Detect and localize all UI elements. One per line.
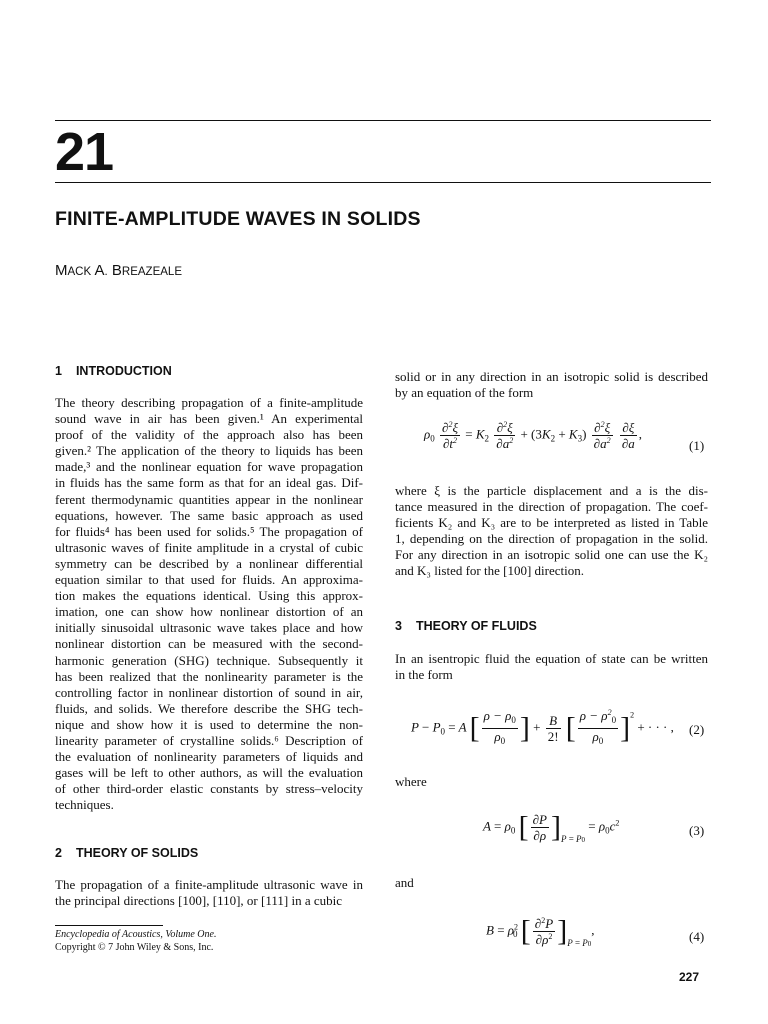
- text-line: proof of the validity of the approach also has been: [55, 427, 363, 443]
- equation-2: $P - P_0 = A$ [ $\frac{\rho - \rho_0}{\rho_0}$ ] + $\frac{B}{2!}$ [ $\frac{\rho - \rho^2_0}{\rho_0}$ ]$^2$ + · · · ,: [411, 708, 674, 749]
- text-line: fluids, and solids. We therefore describe the SHG tech-: [55, 700, 363, 716]
- and-text: and: [395, 875, 414, 890]
- text-line: For any direction in an isotropic solid one can use the K₂: [395, 547, 708, 563]
- text-line: given.² The application of the theory to liquids has been: [55, 443, 363, 459]
- text-line: equations, however. The same basic approach as used: [55, 507, 363, 523]
- text-line: linearity parameter of crystalline solids.⁶ Description of: [55, 732, 363, 748]
- equation-2-number: (2): [689, 722, 705, 737]
- text-line: made,³ and the nonlinear equation for wave propagation: [55, 459, 363, 475]
- text-line: equation similar to that used for fluids. An approxima-: [55, 572, 363, 588]
- text-line: imation, one can show how nonlinear distortion of an: [55, 604, 363, 620]
- text-line: and K₃ listed for the [100] direction.: [395, 563, 585, 579]
- footnote-rule: [55, 925, 163, 926]
- equation-4-number: (4): [689, 929, 705, 944]
- equation-1: $\rho_0$ $\frac{\partial^2\xi}{\partial t^2}$ = $K_2$ $\frac{\partial^2\xi}{\partial a^2}$ + $(3K_2 + K_3)$ $\frac{\partial^2\xi}{\partial a^2}$ $\frac{\partial\xi}{\partial a}$ ,: [424, 420, 643, 451]
- section-number: 2: [55, 846, 62, 860]
- text-line: where ξ is the particle displacement and a is the dis-: [395, 483, 708, 498]
- section-heading-theory-of-fluids: [395, 619, 537, 633]
- theory-of-solids-paragraph: [55, 877, 363, 909]
- section-number: 1: [55, 364, 62, 378]
- equation-1-explanation: [395, 483, 708, 580]
- footnote-source: Encyclopedia of Acoustics, Volume One.: [55, 929, 217, 940]
- text-line: for fluids⁴ has been used for solids.⁵ The propagation of: [55, 523, 363, 539]
- text-line: The theory describing propagation of a finite-amplitude: [55, 395, 363, 410]
- chapter-author: MACK A. BREAZEALE: [55, 262, 182, 279]
- section-number: 3: [395, 619, 402, 633]
- text-line: the evaluation of nonlinearity parameters of liquids and: [55, 749, 363, 765]
- text-line: gases will be left to other authors, as will the evaluation: [55, 765, 363, 781]
- text-line: sound wave in air has been given.¹ An experimental: [55, 411, 363, 427]
- text-line: the principal directions [100], [110], or [111] in a cubic: [55, 893, 342, 909]
- text-line: in the form: [395, 667, 453, 683]
- text-line: tance measured in the direction of propagation. The coef-: [395, 499, 708, 515]
- text-line: nonlinear distortion can be measured with the second-: [55, 636, 363, 652]
- page-number: 227: [679, 970, 700, 984]
- theory-of-fluids-paragraph: [395, 651, 708, 683]
- equation-3: $A = \rho_0$ [ $\frac{\partial P}{\partial\rho}$ ]$_{P = P0} = \rho_0c^2$: [483, 810, 620, 845]
- text-line: techniques.: [55, 797, 114, 813]
- equation-4: $B = \rho^2_0$ [ $\frac{\partial^2P}{\partial\rho^2}$ ]$_{P = P0}$,: [486, 914, 595, 949]
- footnote: [55, 929, 216, 954]
- introduction-paragraph: [55, 395, 363, 813]
- section-title: THEORY OF SOLIDS: [75, 846, 199, 860]
- chapter-title: FINITE-AMPLITUDE WAVES IN SOLIDS: [55, 208, 421, 230]
- text-line: in fluids has the same form as that for an ideal gas. Dif-: [55, 475, 363, 491]
- text-line: solid or in any direction in an isotropic solid is described: [395, 369, 708, 384]
- text-line: The propagation of a finite-amplitude ultrasonic wave in: [55, 877, 363, 892]
- text-line: harmonic generation (SHG) technique. Subsequently it: [55, 652, 363, 668]
- where-text: where: [395, 774, 427, 789]
- theory-of-solids-continued: [395, 369, 708, 401]
- text-line: initially sinusoidal ultrasonic wave takes place and how: [55, 620, 363, 636]
- text-line: nique and show how it is used to determine the non-: [55, 716, 363, 732]
- text-line: by an equation of the form: [395, 385, 534, 401]
- text-line: 1, depending on the direction of propagation in the solid.: [395, 531, 708, 547]
- section-heading-theory-of-solids: [55, 846, 198, 860]
- top-rule: [55, 120, 711, 121]
- text-line: ficients K₂ and K₃ are to be interpreted as listed in Table: [395, 515, 708, 531]
- text-line: has been realized that the nonlinearity parameter is the: [55, 668, 363, 684]
- section-title: THEORY OF FLUIDS: [415, 619, 537, 633]
- text-line: symmetry can be described by a nonlinear differential: [55, 555, 363, 571]
- text-line: ultrasonic waves of finite amplitude in a crystal of cubic: [55, 539, 363, 555]
- text-line: ferent thermodynamic quantities appear in the nonlinear: [55, 491, 363, 507]
- text-line: controlling factor in nonlinear distortion of sound in air,: [55, 684, 363, 700]
- section-title: INTRODUCTION: [75, 364, 172, 378]
- equation-3-number: (3): [689, 823, 705, 838]
- text-line: tion makes the equations identical. Using this approx-: [55, 588, 363, 604]
- equation-1-number: (1): [689, 438, 705, 453]
- footnote-copyright: Copyright © 7 John Wiley & Sons, Inc.: [55, 941, 214, 953]
- chapter-rule: [55, 182, 711, 183]
- chapter-number: 21: [55, 122, 114, 182]
- section-heading-introduction: [55, 364, 172, 378]
- text-line: of other third-order elastic constants by stress–velocity: [55, 781, 363, 797]
- text-line: In an isentropic fluid the equation of state can be written: [395, 651, 708, 666]
